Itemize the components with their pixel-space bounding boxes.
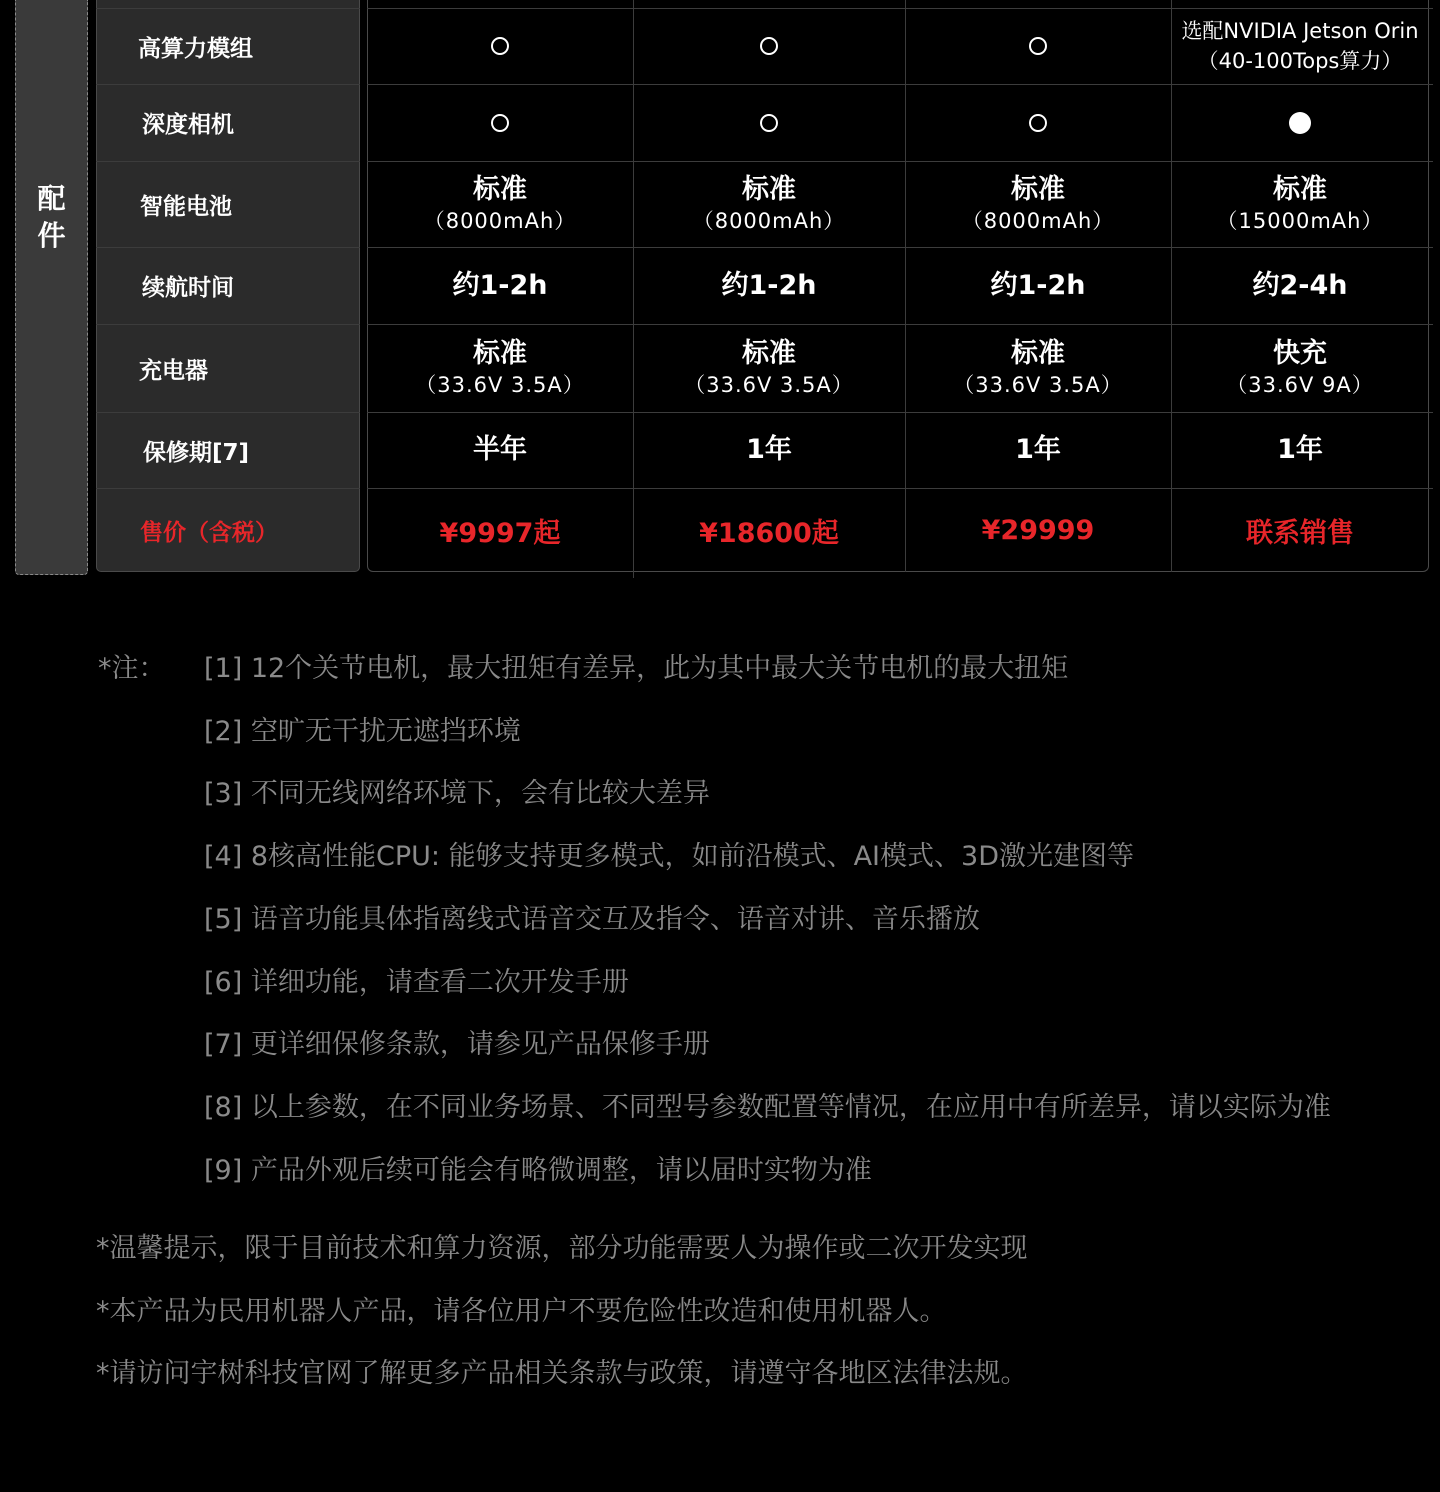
cell-value: 标准 <box>1011 338 1065 369</box>
table-cell <box>633 488 905 572</box>
row-label: 售价（含税） <box>140 519 278 546</box>
cell-value: 标准 <box>742 174 796 205</box>
cell-value: 选配NVIDIA Jetson Orin <box>1181 19 1419 43</box>
cell-subvalue: （33.6V 3.5A） <box>415 373 585 397</box>
not-included-icon <box>1029 37 1047 55</box>
table-cell <box>1171 161 1429 247</box>
included-icon <box>1289 112 1311 134</box>
table-cell <box>367 8 633 84</box>
table-cell <box>1171 488 1429 572</box>
cell-value: 约1-2h <box>721 269 817 301</box>
notes-prefix: *注： <box>98 653 166 684</box>
price-value: ¥9997起 <box>439 517 561 549</box>
table-cell <box>905 412 1171 488</box>
table-cell <box>1171 247 1429 324</box>
price-value: ¥29999 <box>981 514 1095 546</box>
row-label: 充电器 <box>139 357 208 384</box>
table-cell <box>1171 8 1429 84</box>
table-cell <box>1171 84 1429 161</box>
cell-value: 约2-4h <box>1252 269 1348 301</box>
cell-value: 约1-2h <box>452 269 548 301</box>
cell-subvalue: （33.6V 9A） <box>1226 373 1374 397</box>
note-item: [5] 语音功能具体指离线式语音交互及指令、语音对讲、音乐播放 <box>204 903 980 935</box>
price-value: ¥18600起 <box>699 517 839 549</box>
section-label-text <box>16 180 87 254</box>
cell-value: 标准 <box>473 174 527 205</box>
cell-value: 约1-2h <box>990 269 1086 301</box>
table-cell <box>367 247 633 324</box>
note-item: [9] 产品外观后续可能会有略微调整，请以届时实物为准 <box>204 1154 872 1186</box>
not-included-icon <box>491 114 509 132</box>
table-cell <box>1171 324 1429 412</box>
table-cell <box>905 324 1171 412</box>
cell-value: 标准 <box>1273 174 1327 205</box>
cell-subvalue: （33.6V 3.5A） <box>953 373 1123 397</box>
table-cell <box>633 84 905 161</box>
cell-subvalue: （15000mAh） <box>1216 209 1384 233</box>
cell-subvalue: （8000mAh） <box>692 209 846 233</box>
cell-subvalue: （8000mAh） <box>423 209 577 233</box>
cell-subvalue: （33.6V 3.5A） <box>684 373 854 397</box>
table-cell <box>1171 412 1429 488</box>
cell-subvalue: （8000mAh） <box>961 209 1115 233</box>
not-included-icon <box>760 37 778 55</box>
note-item: [1] 12个关节电机，最大扭矩有差异，此为其中最大关节电机的最大扭矩 <box>204 653 1069 684</box>
note-item: [4] 8核高性能CPU: 能够支持更多模式，如前沿模式、AI模式、3D激光建图等 <box>204 841 1134 873</box>
tip-item: *本产品为民用机器人产品，请各位用户不要危险性改造和使用机器人。 <box>96 1295 947 1327</box>
table-cell <box>633 324 905 412</box>
table-cell <box>367 412 633 488</box>
table-cell <box>633 161 905 247</box>
note-item: [7] 更详细保修条款，请参见产品保修手册 <box>204 1029 710 1061</box>
table-cell <box>367 84 633 161</box>
note-item: [3] 不同无线网络环境下，会有比较大差异 <box>204 778 710 810</box>
table-cell <box>905 247 1171 324</box>
table-cell <box>367 488 633 572</box>
row-label: 续航时间 <box>142 275 234 301</box>
price-value: 联系销售 <box>1246 517 1354 549</box>
row-label: 深度相机 <box>142 112 234 138</box>
cell-value: 标准 <box>742 338 796 369</box>
table-cell <box>367 324 633 412</box>
table-cell <box>633 8 905 84</box>
table-cell <box>905 84 1171 161</box>
note-item: [8] 以上参数，在不同业务场景、不同型号参数配置等情况，在应用中有所差异，请以实际为准 <box>204 1091 1331 1123</box>
tip-item: *温馨提示，限于目前技术和算力资源，部分功能需要人为操作或二次开发实现 <box>96 1233 1028 1264</box>
cell-value: 标准 <box>1011 174 1065 205</box>
cell-value: 1年 <box>746 434 792 465</box>
table-cell <box>905 8 1171 84</box>
note-item: [6] 详细功能，请查看二次开发手册 <box>204 966 629 998</box>
table-cell <box>905 488 1171 572</box>
section-label-char-2: 件 <box>37 219 66 252</box>
table-cell <box>633 412 905 488</box>
table-cell <box>905 161 1171 247</box>
cell-value: 1年 <box>1015 434 1061 465</box>
cell-value: 半年 <box>473 434 527 465</box>
table-cell <box>367 161 633 247</box>
note-item: [2] 空旷无干扰无遮挡环境 <box>204 715 521 747</box>
not-included-icon <box>491 37 509 55</box>
row-label: 智能电池 <box>140 193 232 220</box>
tip-item: *请访问宇树科技官网了解更多产品相关条款与政策，请遵守各地区法律法规。 <box>96 1358 1028 1389</box>
section-label-accessories <box>15 0 88 575</box>
not-included-icon <box>760 114 778 132</box>
cell-value: 快充 <box>1273 338 1327 369</box>
section-label-char-1: 配 <box>37 182 66 215</box>
not-included-icon <box>1029 114 1047 132</box>
cell-value: 1年 <box>1277 434 1323 465</box>
cell-subvalue: （40-100Tops算力） <box>1197 49 1403 73</box>
row-label: 高算力模组 <box>138 35 253 62</box>
table-cell <box>633 247 905 324</box>
cell-value: 标准 <box>473 338 527 369</box>
row-label: 保修期[7] <box>143 439 250 466</box>
